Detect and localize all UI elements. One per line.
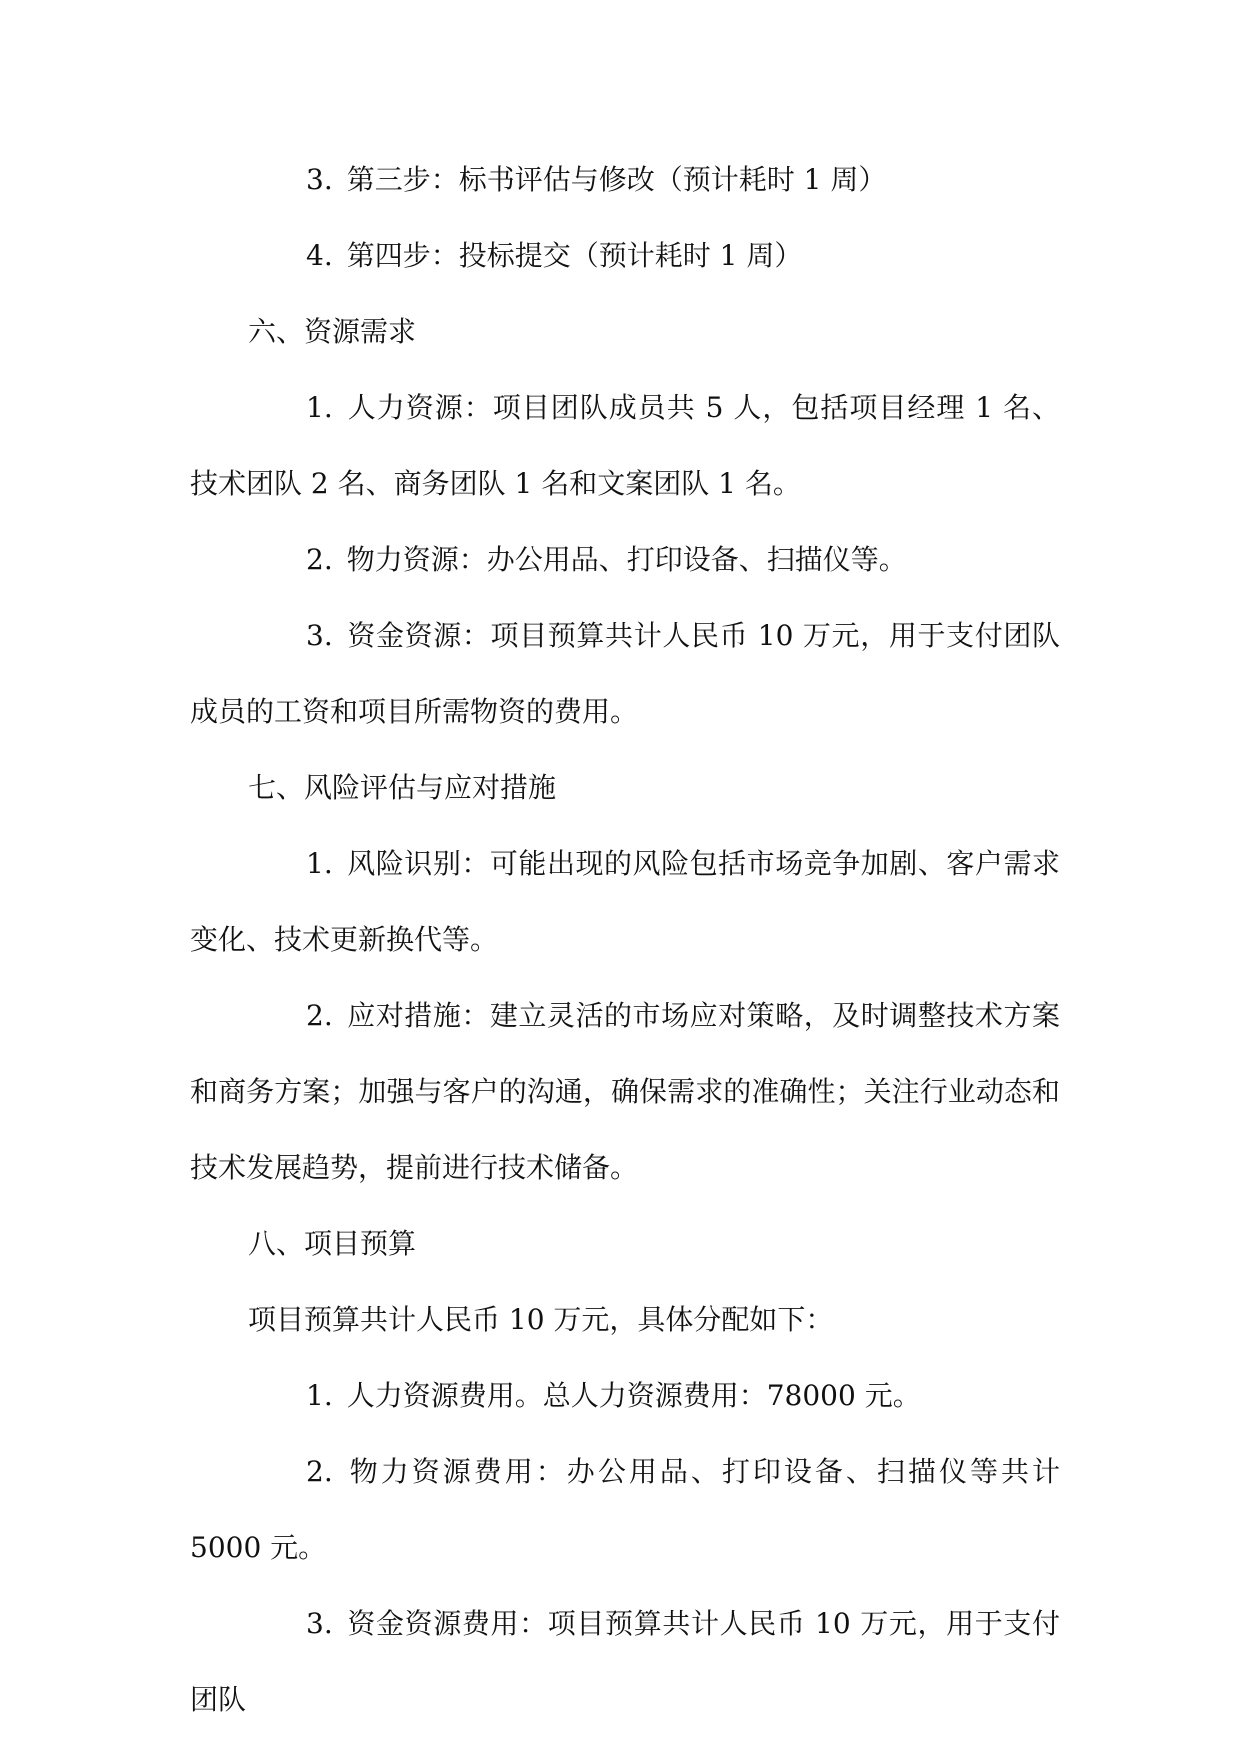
list-number: 3.	[306, 1607, 333, 1640]
budget-item-funding	[190, 1586, 1060, 1738]
paragraph-text: 风险识别：可能出现的风险包括市场竞争加剧、客户需求变化、技术更新换代等。	[190, 847, 1060, 956]
budget-item-human	[190, 1358, 1060, 1434]
list-number: 1.	[306, 847, 333, 880]
step-4-item	[190, 218, 1060, 294]
list-number: 2.	[306, 1455, 333, 1488]
risk-item-identification	[190, 826, 1060, 978]
paragraph-text: 资金资源：项目预算共计人民币 10 万元，用于支付团队成员的工资和项目所需物资的费用。	[190, 619, 1060, 728]
list-number: 2.	[306, 999, 333, 1032]
heading-text: 七、风险评估与应对措施	[248, 771, 557, 804]
list-number: 1.	[306, 391, 333, 424]
list-number: 3.	[306, 163, 333, 196]
paragraph-text: 第四步：投标提交（预计耗时 1 周）	[346, 239, 803, 272]
paragraph-text: 人力资源费用。总人力资源费用：78000 元。	[346, 1379, 921, 1412]
resource-item-human	[190, 370, 1060, 522]
paragraph-text: 应对措施：建立灵活的市场应对策略，及时调整技术方案和商务方案；加强与客户的沟通，确保需求的准确性；关注行业动态和技术发展趋势，提前进行技术储备。	[190, 999, 1060, 1184]
budget-intro	[190, 1282, 1060, 1358]
section-heading-resources	[190, 294, 1060, 370]
list-number: 3.	[306, 619, 333, 652]
resource-item-funding	[190, 598, 1060, 750]
paragraph-text: 资金资源费用：项目预算共计人民币 10 万元，用于支付团队	[190, 1607, 1060, 1716]
list-number: 1.	[306, 1379, 333, 1412]
document-body	[190, 142, 1060, 1738]
paragraph-text: 第三步：标书评估与修改（预计耗时 1 周）	[346, 163, 887, 196]
budget-item-material	[190, 1434, 1060, 1586]
paragraph-text: 物力资源费用：办公用品、打印设备、扫描仪等共计 5000 元。	[190, 1455, 1060, 1564]
section-heading-budget	[190, 1206, 1060, 1282]
step-3-item	[190, 142, 1060, 218]
risk-item-response	[190, 978, 1060, 1206]
paragraph-text: 物力资源：办公用品、打印设备、扫描仪等。	[346, 543, 907, 576]
paragraph-text: 项目预算共计人民币 10 万元，具体分配如下：	[248, 1303, 834, 1336]
heading-text: 八、项目预算	[248, 1227, 417, 1260]
resource-item-material	[190, 522, 1060, 598]
heading-text: 六、资源需求	[248, 315, 417, 348]
paragraph-text: 人力资源：项目团队成员共 5 人，包括项目经理 1 名、技术团队 2 名、商务团队 1 名和文案团队 1 名。	[190, 391, 1060, 500]
list-number: 2.	[306, 543, 333, 576]
section-heading-risk	[190, 750, 1060, 826]
list-number: 4.	[306, 239, 333, 272]
